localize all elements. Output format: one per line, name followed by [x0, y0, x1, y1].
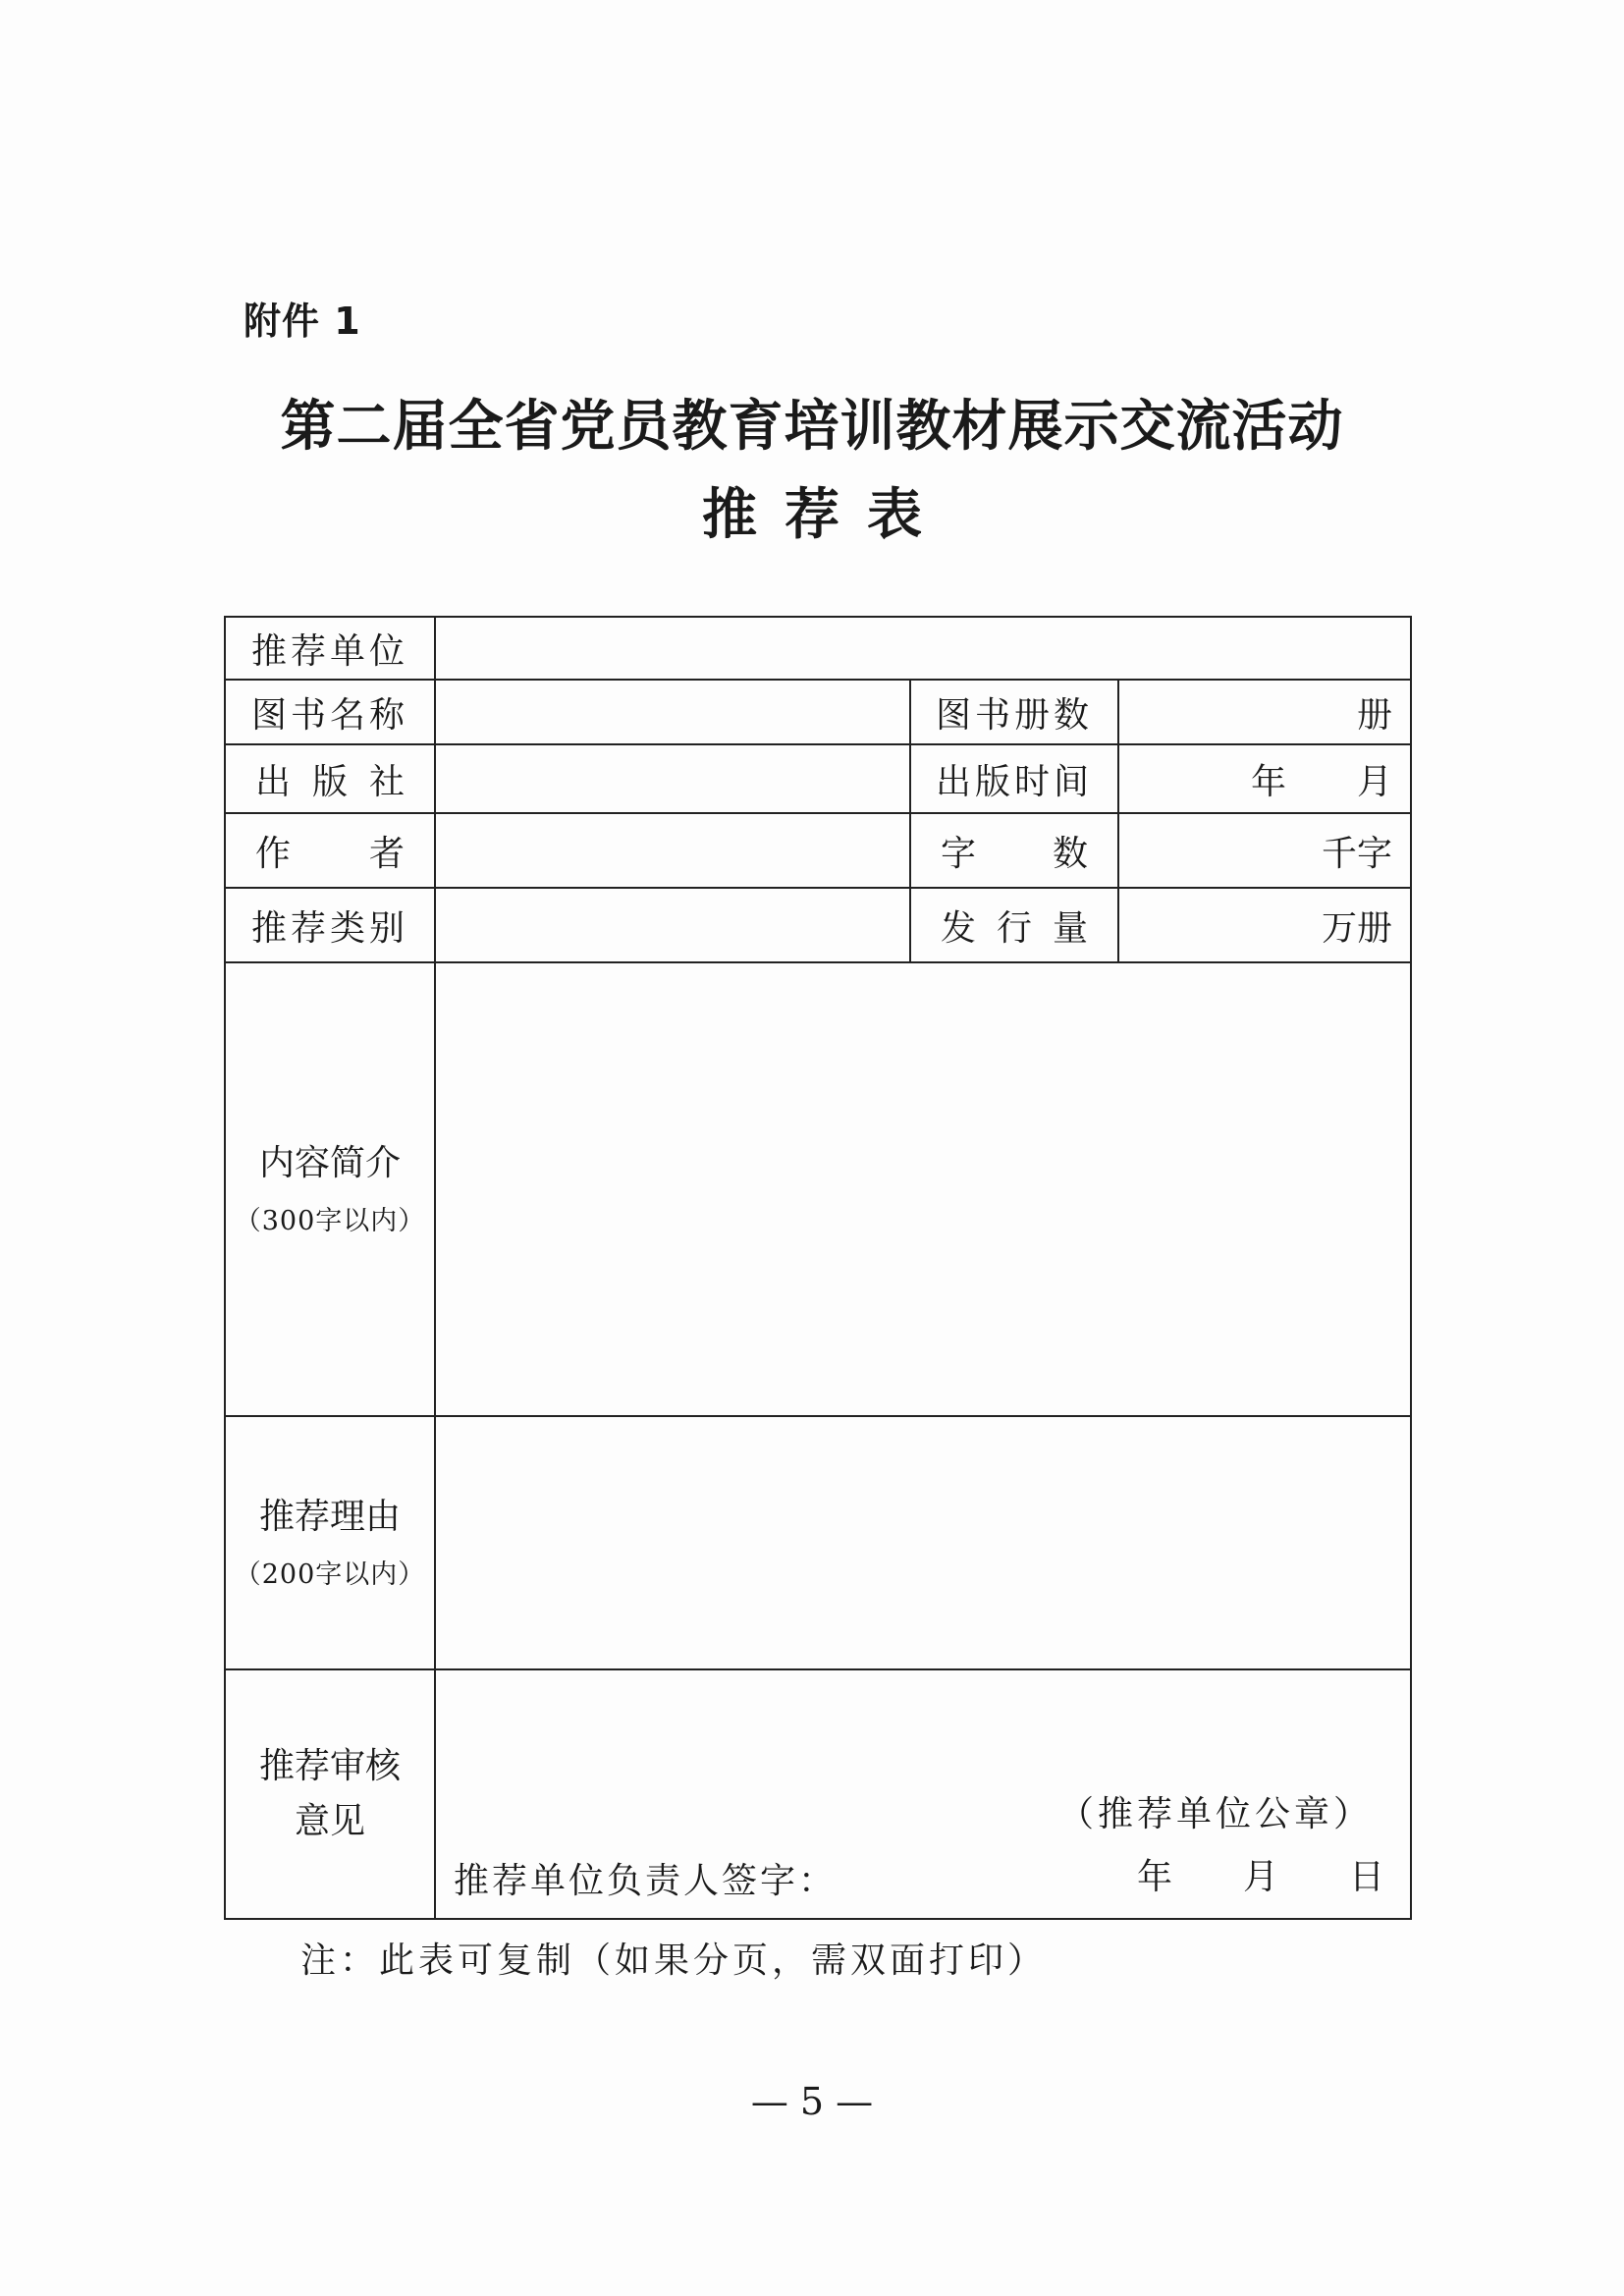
book-count-label: 图书册数: [910, 680, 1118, 744]
row-summary: [225, 962, 1411, 1416]
publish-time-label: 出版时间: [910, 744, 1118, 813]
circulation-label: 发行量: [910, 888, 1118, 962]
row-reason: [225, 1416, 1411, 1669]
publish-time-field[interactable]: [1118, 744, 1411, 813]
book-count-field[interactable]: [1118, 680, 1411, 744]
page-number: — 5 —: [750, 2080, 874, 2123]
recommending-unit-label: 推荐单位: [225, 617, 435, 680]
book-title-field[interactable]: [435, 680, 910, 744]
document-subtitle: 推荐表: [702, 483, 949, 547]
book-count-unit: 册: [1357, 694, 1393, 736]
review-label-line2: 意见: [294, 1801, 365, 1841]
recommendation-form: [224, 616, 1412, 1920]
review-date: 年 月 日: [1137, 1857, 1385, 1897]
signature-label: 推荐单位负责人签字：: [454, 1861, 838, 1901]
category-label: 推荐类别: [225, 888, 435, 962]
reason-limit: （200字以内）: [234, 1558, 426, 1590]
row-review: [225, 1669, 1411, 1919]
row-book-title: [225, 680, 1411, 744]
recommending-unit-field[interactable]: [435, 617, 1411, 680]
circulation-unit: 万册: [1322, 907, 1393, 949]
row-author: [225, 813, 1411, 888]
category-field[interactable]: [435, 888, 910, 962]
publish-time-unit: 年 月: [1251, 761, 1393, 802]
document-title: 第二届全省党员教育培训教材展示交流活动: [280, 395, 1344, 459]
summary-label: 内容简介: [258, 1143, 401, 1184]
summary-field[interactable]: [435, 962, 1411, 1416]
summary-limit: （300字以内）: [234, 1205, 426, 1236]
word-count-label: 字数: [910, 813, 1118, 888]
review-field[interactable]: [435, 1669, 1411, 1919]
review-label-line1: 推荐审核: [258, 1746, 401, 1787]
reason-field[interactable]: [435, 1416, 1411, 1669]
row-category: [225, 888, 1411, 962]
seal-text: （推荐单位公章）: [1058, 1794, 1374, 1834]
publisher-field[interactable]: [435, 744, 910, 813]
author-label: 作者: [225, 813, 435, 888]
circulation-field[interactable]: [1118, 888, 1411, 962]
reason-label-cell: [225, 1416, 435, 1669]
word-count-field[interactable]: [1118, 813, 1411, 888]
row-recommending-unit: [225, 617, 1411, 680]
publisher-label: 出版社: [225, 744, 435, 813]
reason-label: 推荐理由: [258, 1497, 401, 1538]
attachment-label: 附件 1: [244, 300, 361, 343]
row-publisher: [225, 744, 1411, 813]
footnote: 注：此表可复制（如果分页，需双面打印）: [300, 1941, 1048, 1981]
word-count-unit: 千字: [1322, 833, 1393, 874]
review-label-cell: [225, 1669, 435, 1919]
summary-label-cell: [225, 962, 435, 1416]
author-field[interactable]: [435, 813, 910, 888]
book-title-label: 图书名称: [225, 680, 435, 744]
